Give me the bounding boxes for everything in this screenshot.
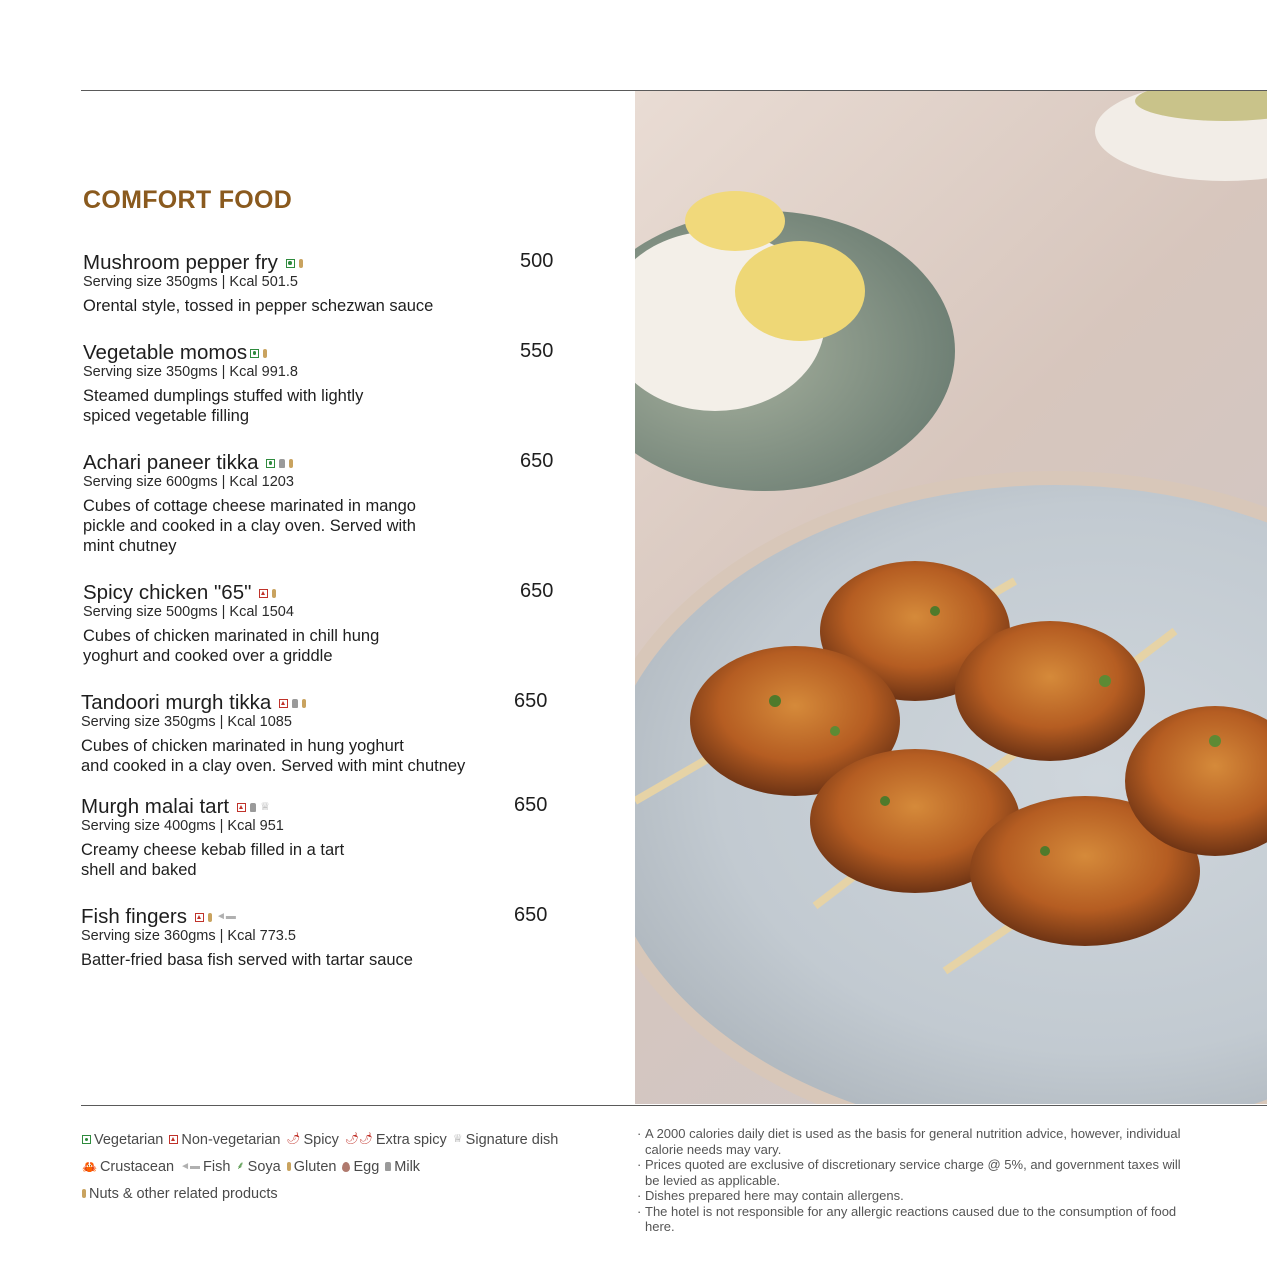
- nuts-icon: [272, 589, 276, 598]
- item-description: Cubes of cottage cheese marinated in mango pickle and cooked in a clay oven. Served with mint chutney: [83, 497, 416, 555]
- item-serving-info: Serving size 400gms | Kcal 951: [81, 818, 284, 834]
- vegetarian-icon: [266, 459, 275, 468]
- note-item: · The hotel is not responsible for any allergic reactions caused due to the consumption of food here.: [637, 1204, 1197, 1235]
- non-vegetarian-icon: [279, 699, 288, 708]
- item-price: 650: [520, 580, 554, 602]
- legend-nuts: Nuts & other related products: [89, 1185, 278, 1202]
- item-name: Mushroom pepper fry: [83, 251, 278, 274]
- legend-extra-spicy: Extra spicy: [375, 1131, 447, 1148]
- nuts-icon: [263, 349, 267, 358]
- section-title: COMFORT FOOD: [83, 186, 293, 214]
- item-description: Creamy cheese kebab filled in a tart shell and baked: [81, 841, 345, 879]
- egg-icon: [342, 1162, 350, 1172]
- chicken-tikka-photo-illustration: [635, 91, 1267, 1104]
- item-serving-info: Serving size 360gms | Kcal 773.5: [81, 928, 296, 944]
- legend-vegetarian: Vegetarian: [94, 1131, 164, 1148]
- non-vegetarian-icon: [259, 589, 268, 598]
- disclaimer-notes: [637, 1126, 1197, 1235]
- legend-gluten: Gluten: [293, 1158, 337, 1175]
- note-item: · Dishes prepared here may contain allergens.: [637, 1188, 1197, 1204]
- nuts-icon: [299, 259, 303, 268]
- item-serving-info: Serving size 350gms | Kcal 501.5: [83, 274, 298, 290]
- fish-icon: ◄▬: [180, 1160, 201, 1172]
- item-description: Orental style, tossed in pepper schezwan sauce: [83, 297, 434, 315]
- item-name: Murgh malai tart: [81, 795, 230, 818]
- menu-item: [83, 250, 563, 316]
- dietary-legend: [82, 1126, 622, 1207]
- milk-icon: [279, 459, 285, 468]
- item-price: 650: [514, 690, 548, 712]
- menu-item: [81, 690, 561, 776]
- vegetarian-icon: [250, 349, 259, 358]
- nuts-icon: [82, 1189, 86, 1198]
- milk-icon: [385, 1162, 391, 1171]
- item-name: Achari paneer tikka: [83, 451, 259, 474]
- bottom-divider: [81, 1105, 1267, 1106]
- menu-item: [83, 580, 563, 666]
- double-chili-icon: 🌶🌶: [344, 1133, 373, 1145]
- legend-non-vegetarian: Non-vegetarian: [181, 1131, 281, 1148]
- note-item: · Prices quoted are exclusive of discretionary service charge @ 5%, and government taxes will be levied as applicable.: [637, 1157, 1197, 1188]
- crustacean-icon: 🦀: [82, 1159, 97, 1174]
- legend-egg: Egg: [353, 1158, 380, 1175]
- item-serving-info: Serving size 350gms | Kcal 1085: [81, 714, 292, 730]
- legend-fish: Fish: [203, 1158, 231, 1175]
- item-price: 550: [520, 340, 554, 362]
- non-vegetarian-icon: [237, 803, 246, 812]
- item-serving-info: Serving size 500gms | Kcal 1504: [83, 604, 294, 620]
- gluten-icon: [287, 1162, 291, 1171]
- signature-dish-icon: ♕: [260, 800, 270, 813]
- item-name: Tandoori murgh tikka: [81, 691, 272, 714]
- item-serving-info: Serving size 350gms | Kcal 991.8: [83, 364, 298, 380]
- non-vegetarian-icon: [195, 913, 204, 922]
- soya-icon: ⸙: [236, 1160, 245, 1172]
- legend-signature: Signature dish: [465, 1131, 559, 1148]
- item-description: Batter-fried basa fish served with tartar sauce: [81, 951, 413, 969]
- nuts-icon: [302, 699, 306, 708]
- item-serving-info: Serving size 600gms | Kcal 1203: [83, 474, 294, 490]
- menu-item: [81, 794, 561, 880]
- legend-soya: Soya: [247, 1158, 281, 1175]
- fish-icon: ◄▬: [215, 911, 236, 922]
- menu-item: [81, 904, 561, 970]
- legend-crustacean: Crustacean: [99, 1158, 175, 1175]
- item-name: Vegetable momos: [83, 341, 248, 364]
- milk-icon: [250, 803, 256, 812]
- milk-icon: [292, 699, 298, 708]
- legend-spicy: Spicy: [303, 1131, 339, 1148]
- item-price: 650: [520, 450, 554, 472]
- note-item: · A 2000 calories daily diet is used as the basis for general nutrition advice, however, individual calorie needs may vary.: [637, 1126, 1197, 1157]
- vegetarian-icon: [82, 1135, 91, 1144]
- food-photo: [635, 91, 1267, 1104]
- item-price: 500: [520, 250, 554, 272]
- chili-icon: 🌶: [286, 1133, 301, 1145]
- item-name: Fish fingers: [81, 905, 187, 928]
- nuts-icon: [208, 913, 212, 922]
- item-description: Cubes of chicken marinated in hung yoghurt and cooked in a clay oven. Served with mint chutney: [81, 737, 466, 775]
- menu-item: [83, 450, 563, 556]
- signature-dish-icon: ♕: [452, 1133, 463, 1145]
- menu-item: [83, 340, 563, 426]
- item-price: 650: [514, 794, 548, 816]
- item-description: Steamed dumplings stuffed with lightly spiced vegetable filling: [83, 387, 364, 425]
- item-price: 650: [514, 904, 548, 926]
- legend-milk: Milk: [394, 1158, 421, 1175]
- non-vegetarian-icon: [169, 1135, 178, 1144]
- vegetarian-icon: [286, 259, 295, 268]
- item-description: Cubes of chicken marinated in chill hung yoghurt and cooked over a griddle: [83, 627, 380, 665]
- item-name: Spicy chicken "65": [83, 581, 252, 604]
- nuts-icon: [289, 459, 293, 468]
